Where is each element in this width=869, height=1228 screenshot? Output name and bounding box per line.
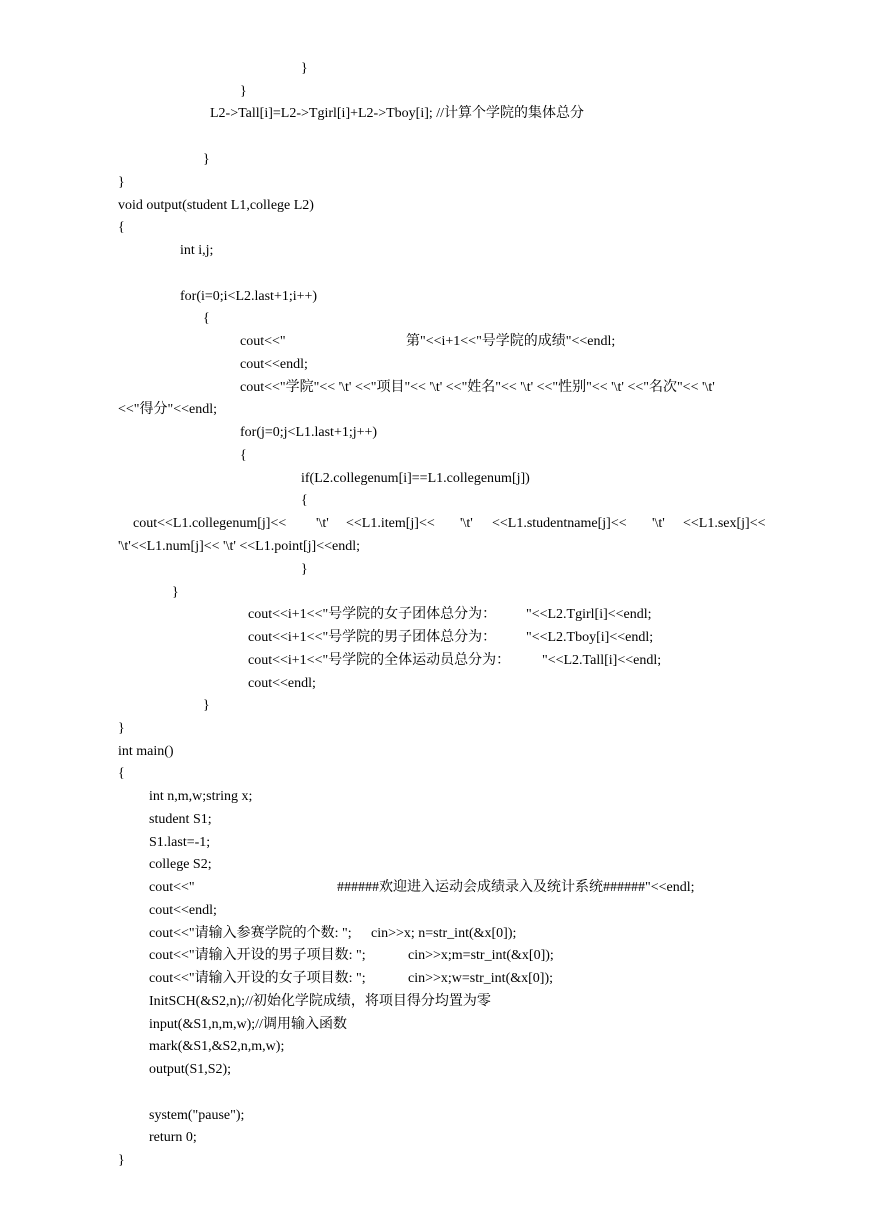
code-line: <<L1.sex[j]<< <box>683 516 766 531</box>
code-line: for(j=0;j<L1.last+1;j++) <box>240 425 378 440</box>
code-line: cin>>x;w=str_int(&x[0]); <box>408 971 553 986</box>
code-line: cout<<endl; <box>248 676 316 691</box>
code-line: <<L1.item[j]<< <box>346 516 435 531</box>
code-line: output(S1,S2); <box>149 1062 232 1077</box>
code-line: "<<L2.Tboy[i]<<endl; <box>526 630 654 645</box>
code-line: int i,j; <box>180 243 214 258</box>
code-line: cout<<i+1<<"号学院的男子团体总分为： <box>248 630 497 645</box>
code-line: <<"得分"<<endl; <box>118 402 218 417</box>
code-line: mark(&S1,&S2,n,m,w); <box>149 1039 285 1054</box>
code-line: cout<<"学院"<< '\t' <<"项目"<< '\t' <<"姓名"<< '\t' <<"性别"<< '\t' <<"名次"<< '\t' <box>240 380 715 395</box>
code-line: return 0; <box>149 1130 197 1145</box>
code-line: cout<<i+1<<"号学院的全体运动员总分为： <box>248 653 511 668</box>
code-line: cout<<" <box>240 334 286 349</box>
code-line: student S1; <box>149 812 212 827</box>
code-line: } <box>118 721 125 736</box>
code-line: InitSCH(&S2,n);//初始化学院成绩，将项目得分均置为零 <box>149 994 491 1009</box>
code-line: } <box>301 61 308 76</box>
code-line: int main() <box>118 744 174 759</box>
code-line: } <box>118 175 125 190</box>
code-line: '\t' <box>460 516 473 531</box>
code-line: cout<<"请输入开设的男子项目数: "; <box>149 948 366 963</box>
code-line: 第"<<i+1<<"号学院的成绩"<<endl; <box>406 334 616 349</box>
code-line: void output(student L1,college L2) <box>118 198 314 213</box>
code-line: '\t' <box>652 516 665 531</box>
code-line: input(&S1,n,m,w);//调用输入函数 <box>149 1017 347 1032</box>
code-line: if(L2.collegenum[i]==L1.collegenum[j]) <box>301 471 530 486</box>
code-line: } <box>240 84 247 99</box>
code-line: cout<<endl; <box>149 903 217 918</box>
code-line: { <box>118 220 125 235</box>
code-line: '\t' <box>316 516 329 531</box>
code-line: { <box>240 448 247 463</box>
code-line: ######欢迎进入运动会成绩录入及统计系统######"<<endl; <box>337 880 695 895</box>
code-line: cout<<"请输入参赛学院的个数: "; <box>149 926 352 941</box>
code-line: cin>>x; n=str_int(&x[0]); <box>371 926 517 941</box>
code-line: } <box>203 698 210 713</box>
code-line: for(i=0;i<L2.last+1;i++) <box>180 289 318 304</box>
code-line: cout<<i+1<<"号学院的女子团体总分为： <box>248 607 497 622</box>
code-line: } <box>301 562 308 577</box>
code-line: { <box>203 311 210 326</box>
code-line: L2->Tall[i]=L2->Tgirl[i]+L2->Tboy[i]; //计算个学院的集体总分 <box>210 106 585 121</box>
code-line: "<<L2.Tgirl[i]<<endl; <box>526 607 652 622</box>
code-line: } <box>172 585 179 600</box>
code-line: system("pause"); <box>149 1108 245 1123</box>
code-line: '\t'<<L1.num[j]<< '\t' <<L1.point[j]<<endl; <box>118 539 361 554</box>
code-line: } <box>203 152 210 167</box>
code-line: cout<<endl; <box>240 357 308 372</box>
code-line: "<<L2.Tall[i]<<endl; <box>542 653 662 668</box>
code-line: { <box>118 766 125 781</box>
code-line: cout<<"请输入开设的女子项目数: "; <box>149 971 366 986</box>
code-line: cin>>x;m=str_int(&x[0]); <box>408 948 554 963</box>
code-line: cout<<L1.collegenum[j]<< <box>133 516 287 531</box>
code-line: cout<<" <box>149 880 195 895</box>
code-line: S1.last=-1; <box>149 835 211 850</box>
code-line: <<L1.studentname[j]<< <box>492 516 627 531</box>
code-line: college S2; <box>149 857 212 872</box>
code-line: { <box>301 493 308 508</box>
code-line: } <box>118 1153 125 1168</box>
code-line: int n,m,w;string x; <box>149 789 253 804</box>
